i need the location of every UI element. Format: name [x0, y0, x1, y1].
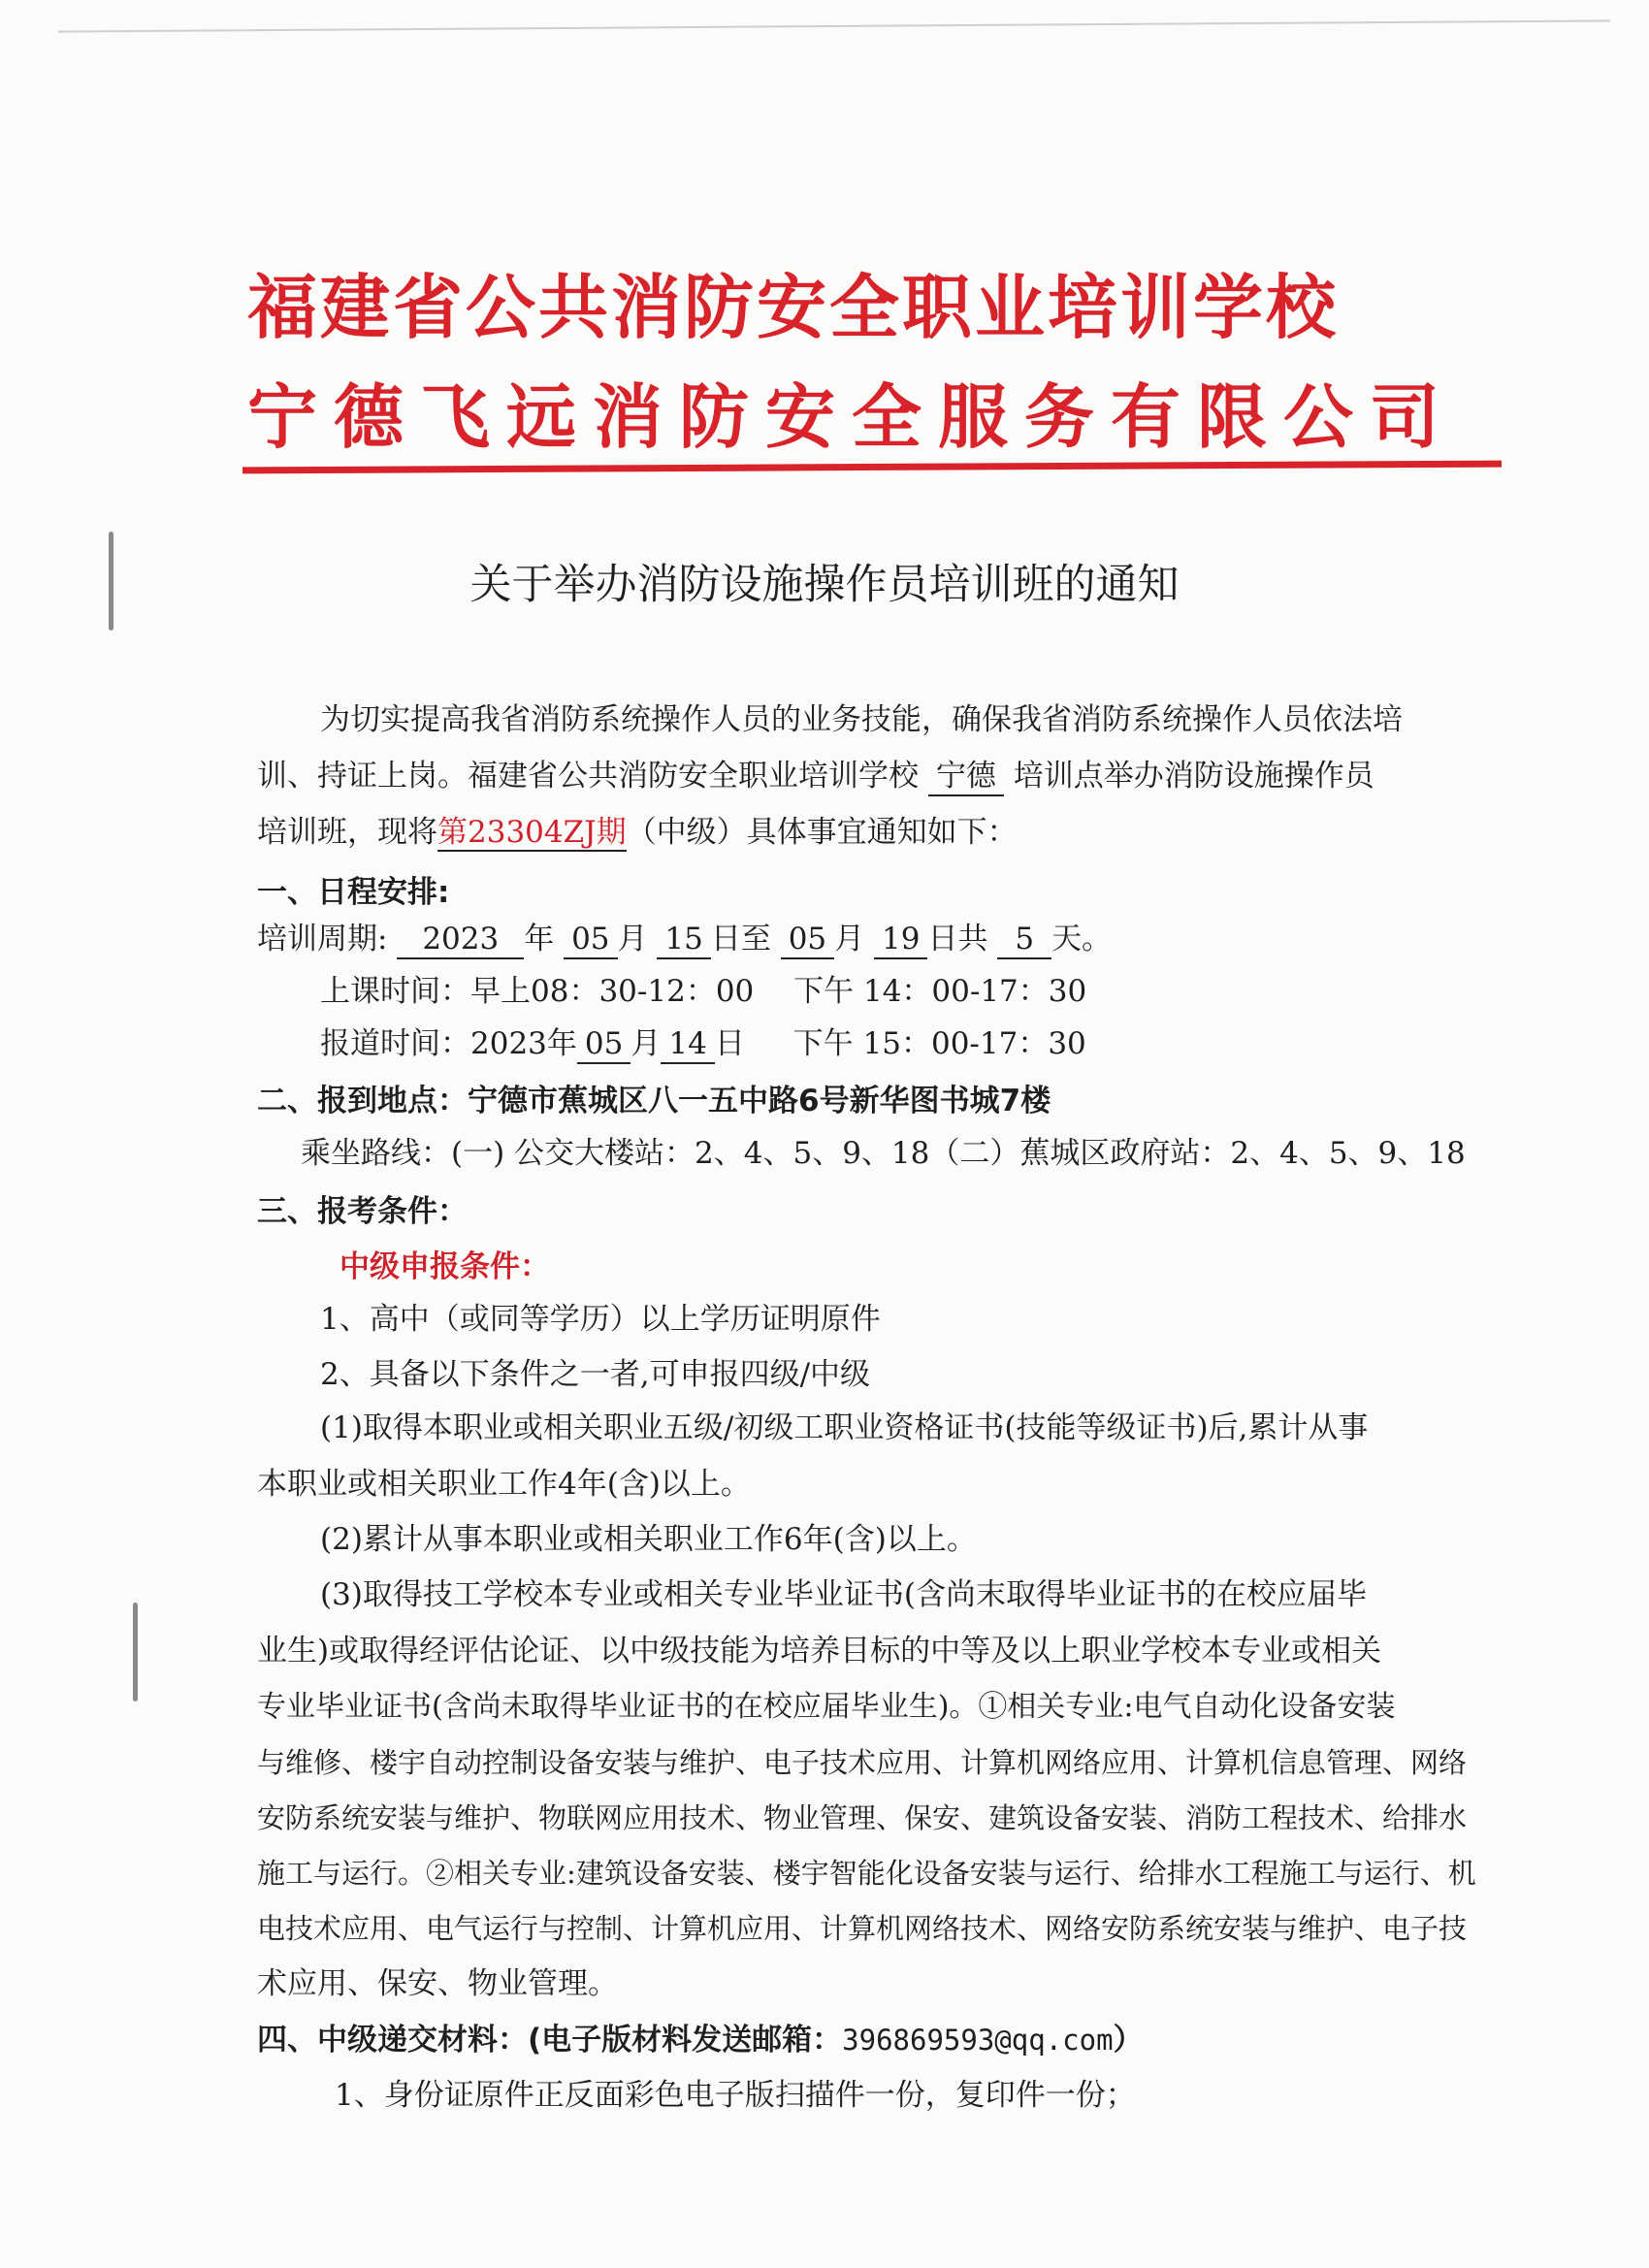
condition-item-1: 1、高中（或同等学历）以上学历证明原件 [320, 1302, 881, 1337]
section-1-heading: 一、日程安排: [257, 875, 450, 910]
scan-edge [58, 19, 1610, 32]
training-period: 培训周期: 2023 年 05 月 15 日至 05 月 19 日共 5 天。 [257, 918, 1112, 960]
period-start-month: 05 [564, 921, 617, 959]
report-day: 14 [661, 1025, 714, 1064]
document-title: 关于举办消防设施操作员培训班的通知 [469, 561, 1180, 609]
condition-3-line: 施工与运行。②相关专业:建筑设备安装、楼宇智能化设备安装与运行、给排水工程施工与运行、机 [257, 1857, 1476, 1890]
section-2-heading: 二、报到地点：宁德市蕉城区八一五中路6号新华图书城7楼 [257, 1084, 1051, 1118]
bus-route: 乘坐路线：(一) 公交大楼站：2、4、5、9、18（二）蕉城区政府站：2、4、5、9、18 [301, 1136, 1466, 1171]
period-year: 2023 [397, 921, 524, 959]
report-month: 05 [577, 1025, 630, 1064]
training-site: 宁德 [928, 758, 1004, 796]
submission-email: 396869593@qq.com [842, 2024, 1114, 2057]
batch-number: 第23304ZJ期 [437, 815, 627, 850]
class-time: 上课时间：早上08：30-12：00 下午 14：00-17：30 [320, 974, 1087, 1009]
intro-line-1: 为切实提高我省消防系统操作人员的业务技能，确保我省消防系统操作人员依法培 [320, 702, 1403, 737]
condition-3-line: 电技术应用、电气运行与控制、计算机应用、计算机网络技术、网络安防系统安装与维护、电子技 [257, 1912, 1468, 1945]
report-time: 报道时间：2023年 05 月 14 日 下午 15：00-17：30 [320, 1022, 1086, 1065]
period-days: 5 [997, 921, 1051, 959]
condition-1-line-2: 本职业或相关职业工作4年(含)以上。 [257, 1467, 751, 1502]
intermediate-conditions-heading: 中级申报条件： [340, 1249, 550, 1284]
condition-3-line: 安防系统安装与维护、物联网应用技术、物业管理、保安、建筑设备安装、消防工程技术、给排水 [257, 1801, 1468, 1834]
condition-3-line: 业生)或取得经评估论证、以中级技能为培养目标的中等及以上职业学校本专业或相关 [257, 1634, 1382, 1669]
section-4-heading: 四、中级递交材料：(电子版材料发送邮箱：396869593@qq.com） [257, 2023, 1144, 2057]
section-3-heading: 三、报考条件： [257, 1194, 468, 1229]
condition-3-line: 专业毕业证书(含尚未取得毕业证书的在校应届毕业生)。①相关专业:电气自动化设备安装 [257, 1690, 1396, 1724]
header-divider [242, 461, 1502, 474]
intro-line-2: 训、持证上岗。福建省公共消防安全职业培训学校 宁德 培训点举办消防设施操作员 [257, 755, 1374, 797]
condition-3-line: 术应用、保安、物业管理。 [257, 1966, 618, 2001]
condition-1-line-1: (1)取得本职业或相关职业五级/初级工职业资格证书(技能等级证书)后,累计从事 [320, 1410, 1369, 1445]
period-end-month: 05 [781, 921, 834, 959]
condition-3-line: 与维修、楼宇自动控制设备安装与维护、电子技术应用、计算机网络应用、计算机信息管理、网络 [257, 1746, 1468, 1779]
period-start-day: 15 [657, 921, 710, 959]
header-company: 宁德飞远消防安全服务有限公司 [247, 376, 1457, 458]
material-item-1: 1、身份证原件正反面彩色电子版扫描件一份，复印件一份； [335, 2078, 1136, 2113]
condition-item-2: 2、具备以下条件之一者,可申报四级/中级 [320, 1357, 871, 1392]
binder-mark [133, 1603, 138, 1701]
intro-line-3: 培训班，现将第23304ZJ期（中级）具体事宜通知如下： [257, 815, 1018, 850]
period-end-day: 19 [874, 921, 927, 959]
header-school: 福建省公共消防安全职业培训学校 [247, 267, 1340, 348]
condition-2: (2)累计从事本职业或相关职业工作6年(含)以上。 [320, 1522, 977, 1557]
condition-3-line: (3)取得技工学校本专业或相关专业毕业证书(含尚末取得毕业证书的在校应届毕 [320, 1577, 1368, 1612]
